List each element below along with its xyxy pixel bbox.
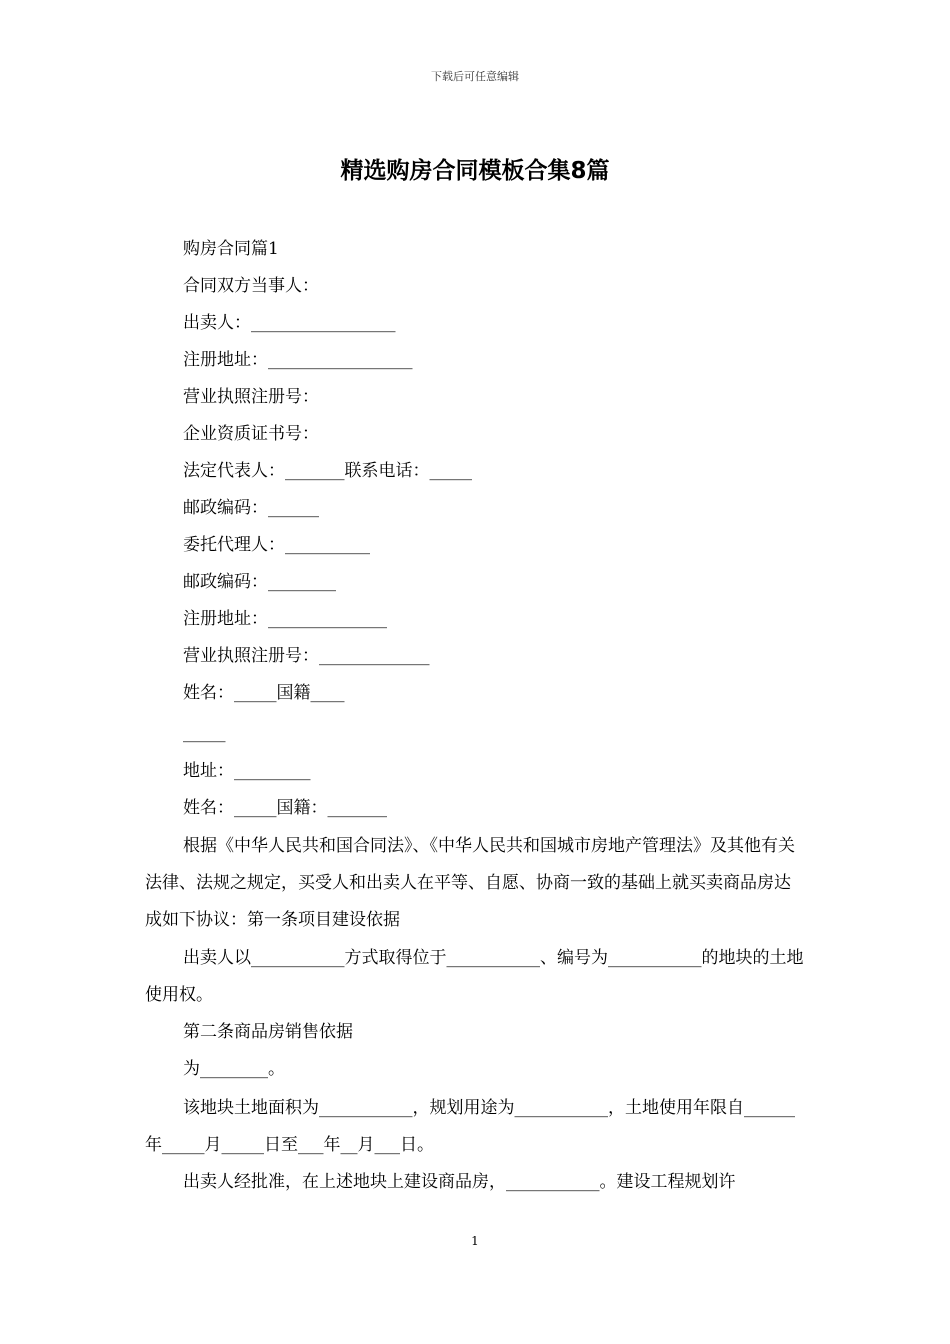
text-line: 姓名：_____国籍：_______ bbox=[183, 798, 387, 818]
page-number: 1 bbox=[471, 1234, 479, 1248]
text-line: 邮政编码：________ bbox=[183, 572, 336, 592]
text-line: 姓名：_____国籍____ bbox=[183, 683, 345, 703]
text-line: 营业执照注册号： bbox=[183, 387, 319, 407]
text-line: 注册地址：_________________ bbox=[183, 350, 413, 370]
text-line: 合同双方当事人： bbox=[183, 276, 319, 296]
text-line: 地址：_________ bbox=[183, 761, 311, 781]
text-line: 邮政编码：______ bbox=[183, 498, 319, 518]
text-line: 注册地址：______________ bbox=[183, 609, 387, 629]
text-line: 出卖人：_________________ bbox=[183, 313, 396, 333]
text-line: 法定代表人：_______联系电话：_____ bbox=[183, 461, 472, 481]
paragraph: 该地块土地面积为___________，规划用途为___________，土地使用年限自______年_____月_____日至___年__月___日。 bbox=[145, 1098, 795, 1155]
text-line: 营业执照注册号：_____________ bbox=[183, 646, 430, 666]
section-heading: 购房合同篇1 bbox=[183, 239, 279, 259]
paragraph: 根据《中华人民共和国合同法》、《中华人民共和国城市房地产管理法》及其他有关法律、法规之规定，买受人和出卖人在平等、自愿、协商一致的基础上就买卖商品房达成如下协议：第一条项目建设依据 bbox=[145, 836, 795, 930]
paragraph: 出卖人以___________方式取得位于___________、编号为___________的地块的土地使用权。 bbox=[145, 948, 804, 1005]
text-line: 企业资质证书号： bbox=[183, 424, 319, 444]
page-header: 下载后可任意编辑 bbox=[431, 70, 519, 83]
text-line: 委托代理人：__________ bbox=[183, 535, 370, 555]
text-line: _____ bbox=[183, 723, 226, 743]
paragraph: 出卖人经批准，在上述地块上建设商品房，___________。建设工程规划许 bbox=[183, 1172, 736, 1192]
document-title: 精选购房合同模板合集8篇 bbox=[340, 158, 610, 184]
article-heading: 第二条商品房销售依据 bbox=[183, 1022, 353, 1042]
text-line: 为________。 bbox=[183, 1059, 285, 1079]
